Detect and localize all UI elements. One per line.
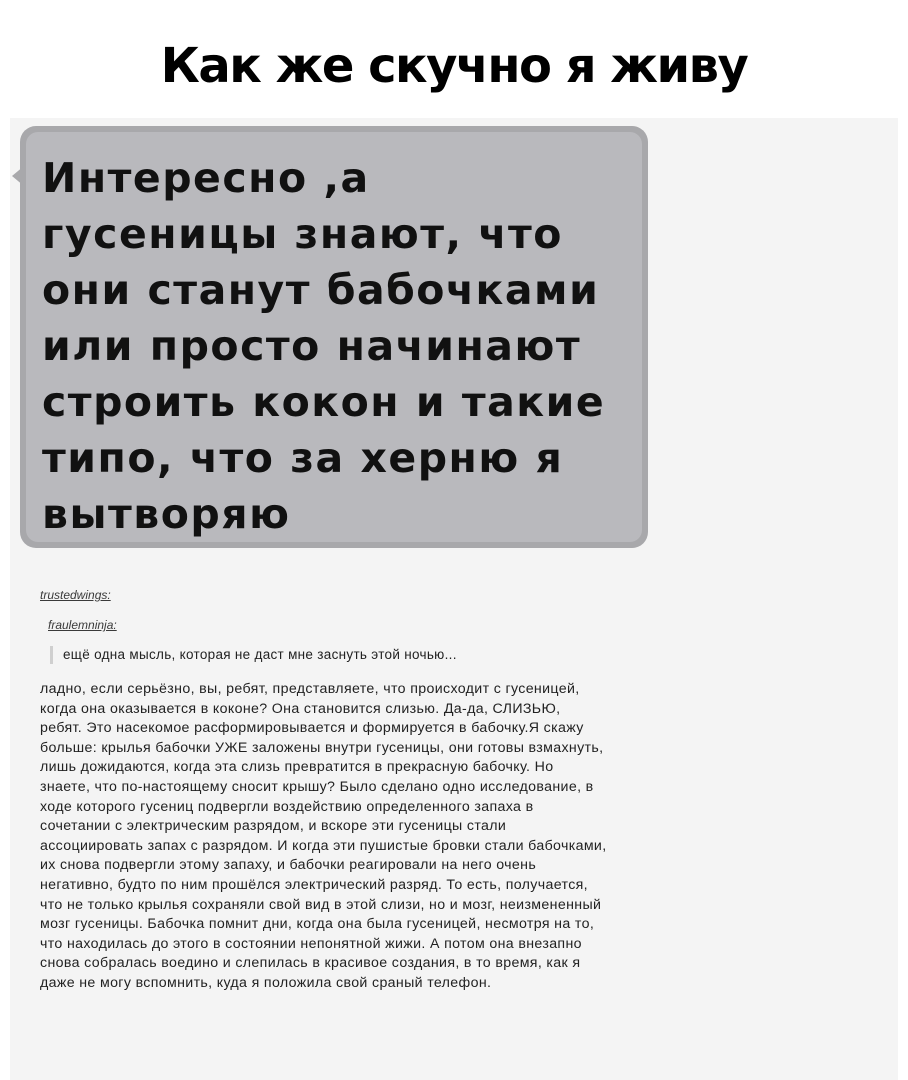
bubble-line: или просто начинают	[42, 322, 582, 370]
post-body	[40, 680, 898, 994]
screenshot-panel	[10, 118, 898, 1080]
username-link-trustedwings[interactable]: trustedwings:	[40, 588, 111, 602]
body-line: когда она оказывается в коконе? Она становится слизью. Да-да, СЛИЗЬЮ,	[40, 700, 561, 717]
bubble-line: вытворяю	[42, 490, 291, 538]
bubble-text	[42, 150, 642, 542]
body-line: ладно, если серьёзно, вы, ребят, представляете, что происходит с гусеницей,	[40, 681, 580, 697]
bubble-inner	[26, 132, 642, 542]
body-line: ассоциировать запах с разрядом. И когда эти пушистые бровки стали бабочками,	[40, 837, 607, 854]
headline: Как же скучно я живу	[160, 38, 748, 94]
body-line: больше: крылья бабочки УЖЕ заложены внутри гусеницы, они готовы взмахнуть,	[40, 739, 604, 756]
bubble-line: Интересно ,а	[42, 154, 370, 202]
body-line: мозг гусеницы. Бабочка помнит дни, когда она была гусеницей, несмотря на то,	[40, 916, 595, 933]
bubble-line: типо, что за херню я	[42, 434, 564, 482]
message-bubble	[20, 126, 648, 548]
body-line: сочетании с электрическим разрядом, и вскоре эти гусеницы стали	[40, 818, 507, 835]
body-line: снова собралась воедино и слепилась в красивое создания, в то время, как я	[40, 955, 581, 972]
body-line: даже не могу вспомнить, куда я положила свой сраный телефон.	[40, 974, 492, 991]
body-line: их снова подвергли этому запаху, и бабочки реагировали на него очень	[40, 857, 537, 874]
bubble-line: строить кокон и такие	[42, 378, 606, 426]
body-line: что не только крылья сохраняли свой вид в этой слизи, но и мозг, неизмененный	[40, 896, 602, 913]
body-line: ходе которого гусениц подвергли воздействию определенного запаха в	[40, 798, 534, 815]
body-line: негативно, будто по ним прошёлся электрический разряд. То есть, получается,	[40, 876, 588, 893]
quoted-post: ещё одна мысль, которая не даст мне заснуть этой ночью...	[50, 646, 457, 664]
body-line: что находилась до этого в состоянии непонятной жижи. А потом она внезапно	[40, 935, 582, 952]
bubble-tail	[12, 166, 24, 186]
body-line: лишь дожидаются, когда эта слизь превратится в прекрасную бабочку. Но	[40, 759, 554, 776]
bubble-line: они станут бабочками	[42, 266, 600, 314]
body-line: знаете, что по-настоящему сносит крышу? Было сделано одно исследование, в	[40, 778, 594, 795]
bubble-line: гусеницы знают, что	[42, 210, 563, 258]
username-link-fraulemninja[interactable]: fraulemninja:	[48, 618, 117, 632]
body-line: ребят. Это насекомое расформировывается и формируется в бабочку.Я скажу	[40, 720, 584, 737]
